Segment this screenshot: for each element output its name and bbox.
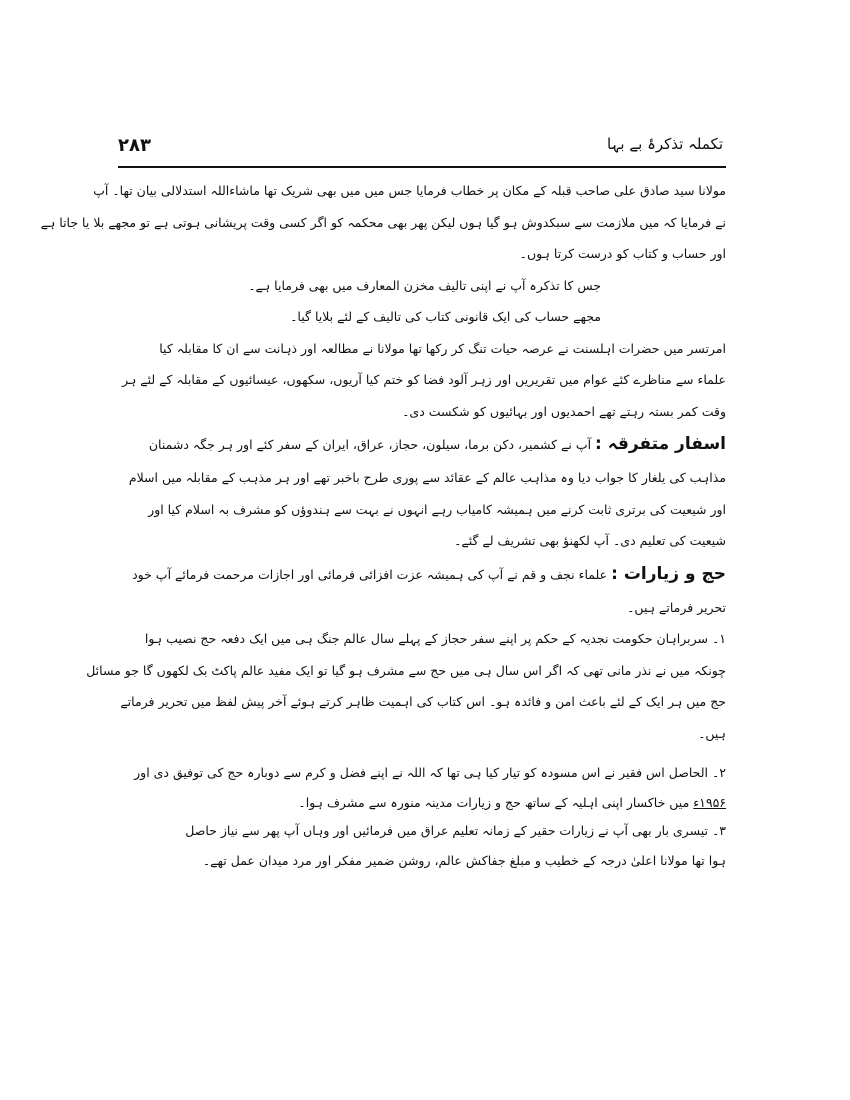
section-first-line (118, 427, 726, 462)
page-header (118, 135, 723, 161)
text-line: امرتسر میں حضرات اہلسنت نے عرصہ حیات تنگ کر رکھا تھا مولانا نے مطالعہ اور ذہانت سے ان کا مقابلہ کیا (159, 340, 726, 356)
quote-line: مجھے حساب کی ایک قانونی کتاب کی تالیف کے لئے بلایا گیا۔ (290, 309, 601, 324)
text-run: آپ نے کشمیر، دکن برما، سیلون، حجاز، عراق، ایران کے سفر کئے اور ہر جگہ دشمنان (148, 437, 592, 452)
text-line: مولانا سید صادق علی صاحب قبلہ کے مکان پر خطاب فرمایا جس میں میں بھی شریک تھا ماشاءاللہ استدلالی بیان تھا۔ آپ (93, 183, 726, 198)
paragraph-2 (118, 333, 726, 428)
text-line: شیعیت کی تعلیم دی۔ آپ لکھنؤ بھی تشریف لے گئے۔ (454, 533, 726, 548)
text-line: علماء سے مناظرے کئے عوام میں تقریریں اور زہر آلود فضا کو ختم کیا آریوں، سکھوں، عیسائیوں کے مقابلہ کے لئے ہر (122, 372, 726, 387)
running-title: تکملہ تذکرۂ بے بہا (607, 135, 723, 153)
section-first-line (118, 557, 726, 592)
text-line: اور حساب و کتاب کو درست کرتا ہوں۔ (519, 246, 726, 261)
quotes (118, 270, 726, 333)
text-line: نے فرمایا کہ میں ملازمت سے سبکدوش ہو گیا ہوں لیکن پھر بھی محکمہ کو اگر کسی وقت پریشانی ہوتی ہے تو مجھے بلا یا جاتا ہے (40, 214, 726, 230)
text-line: تحریر فرماتے ہیں۔ (627, 599, 726, 615)
text-line: چونکہ میں نے نذر مانی تھی کہ اگر اس سال ہی میں حج سے مشرف ہو گیا تو ایک مفید عالم پاکٹ بک لکھوں گا جو مسائل (86, 662, 726, 678)
text-line: مذاہب کی یلغار کا جواب دیا وہ مذاہب عالم کے عقائد سے پوری طرح باخبر تھے اور ہر مذہب کے مقابلہ میں اسلام (128, 470, 726, 485)
text-line: ہوا تھا مولانا اعلیٰ درجہ کے خطیب و مبلغ جفاکش عالم، روشن ضمیر مفکر اور مرد میدان عمل تھے۔ (202, 852, 726, 868)
page-body (40, 175, 726, 876)
text-line: ہیں۔ (698, 725, 726, 741)
header-rule (118, 166, 726, 168)
text-line: ۲۔ الحاصل اس فقیر نے اس مسودہ کو تیار کیا ہی تھا کہ اللہ نے اپنے فضل و کرم سے دوبارہ حج کی توفیق دی اور (134, 765, 726, 780)
text-line: حج میں ہر ایک کے لئے باعث امن و فائدہ ہو۔ اس کتاب کی اہمیت ظاہر کرتے ہوئے آخر پیش لفظ میں تحریر فرماتے (120, 694, 726, 709)
quote-line: جس کا تذکرہ آپ نے اپنی تالیف مخزن المعارف میں بھی فرمایا ہے۔ (248, 277, 601, 293)
section-heading: حج و زیارات : (611, 563, 726, 584)
numbered-item-3 (118, 817, 726, 877)
text-run: علماء نجف و قم نے آپ کی ہمیشہ عزت افزائی فرمائی اور اجازات مرحمت فرمائے آپ خود (132, 566, 608, 582)
page-number: ۲۸۳ (118, 135, 151, 156)
paragraph-1 (40, 175, 726, 270)
text-line: وقت کمر بستہ رہتے تھے احمدیوں اور بہائیوں کو شکست دی۔ (402, 403, 726, 419)
section-hajj (118, 557, 726, 624)
section-travels (118, 427, 726, 557)
text-line: ۱۔ سربراہان حکومت نجدیہ کے حکم پر اپنے سفر حجاز کے پہلے سال عالم جنگ ہی میں ایک دفعہ حج نصیب ہوا (144, 631, 726, 646)
year-underlined: ۱۹۵۶ء (693, 794, 726, 810)
spacer (118, 749, 726, 757)
text-run: میں خاکسار اپنی اہلیہ کے ساتھ حج و زیارات مدینہ منورہ سے مشرف ہوا۔ (298, 794, 694, 810)
text-line: اور شیعیت کی برتری ثابت کرنے میں ہمیشہ کامیاب رہے انہوں نے بہت سے ہندوؤں کو مشرف بہ اسلام کیا اور (148, 501, 726, 517)
text-line: ۳۔ تیسری بار بھی آپ نے زیارات حقیر کے زمانہ تعلیم عراق میں فرمائیں اور وہاں آپ پھر سے نیاز حاصل (185, 822, 726, 838)
numbered-item-1 (86, 623, 726, 749)
numbered-item-2 (118, 757, 726, 817)
section-heading: اسفار متفرقہ : (595, 434, 726, 454)
text-line (118, 789, 726, 817)
